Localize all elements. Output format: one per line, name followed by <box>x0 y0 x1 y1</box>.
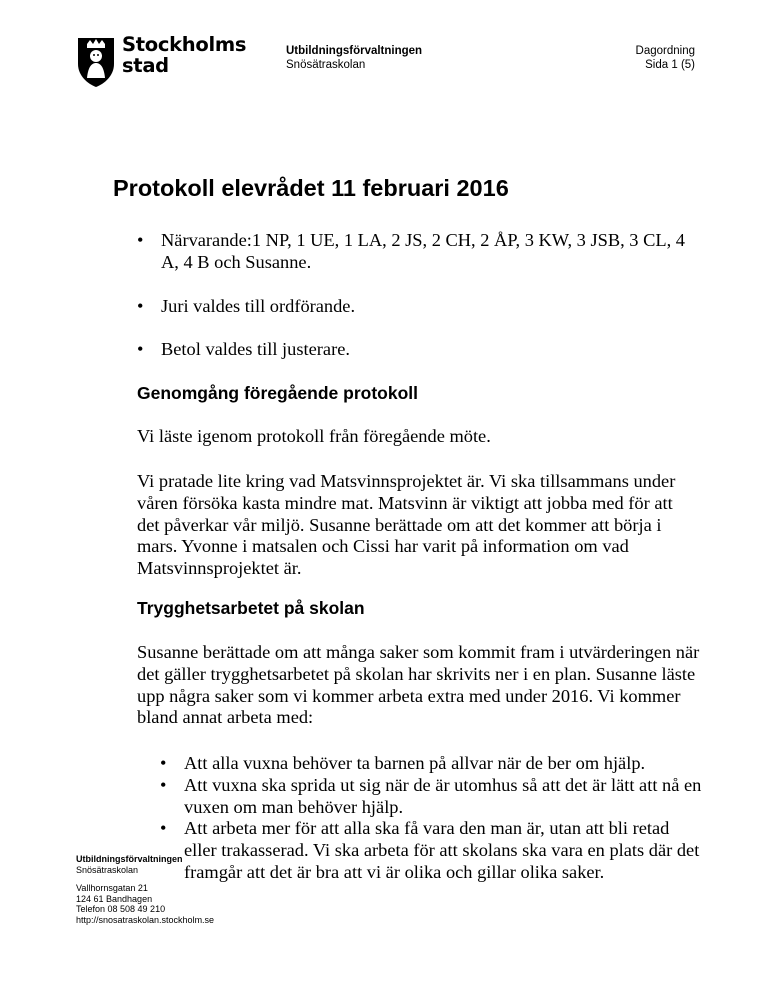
footer-org: Utbildningsförvaltningen <box>76 854 183 864</box>
header-page-number: Sida 1 (5) <box>645 59 695 71</box>
logo-wordmark <box>122 34 246 76</box>
stockholms-stad-logo <box>76 33 247 90</box>
header-organization <box>286 44 422 72</box>
intro-item-attendees: • Närvarande:1 NP, 1 UE, 1 LA, 2 JS, 2 CH, 2 ÅP, 3 KW, 3 JSB, 3 CL, 4 A, 4 B och Susanne. <box>137 230 697 274</box>
paragraph-read-minutes: Vi läste igenom protokoll från föregående möte. <box>137 426 491 446</box>
safety-item: • Att arbeta mer för att alla ska få vara den man är, utan att bli retad eller trakasserad. Vi ska arbeta för att skolans ska vara en plats där det framgår att det är bra att vi är olika och gillar olika saker. <box>160 818 705 883</box>
page-footer <box>76 854 214 925</box>
safety-item: • Att alla vuxna behöver ta barnen på allvar när de ber om hjälp. <box>160 753 705 775</box>
header-doc-info <box>636 44 695 72</box>
city-crest-icon <box>76 34 116 88</box>
intro-list <box>137 230 697 361</box>
header-school: Snösätraskolan <box>286 59 366 71</box>
footer-city: 124 61 Bandhagen <box>76 893 153 904</box>
document-title: Protokoll elevrådet 11 februari 2016 <box>113 175 509 201</box>
section-heading-previous-minutes: Genomgång föregående protokoll <box>137 383 418 403</box>
paragraph-safety-plan: Susanne berättade om att många saker som kommit fram i utvärderingen när det gäller trygghetsarbetet på skolan har skrivits ner i en plan. Susanne läste upp några saker som vi kommer arbeta extra med under 2016. Vi kommer bland annat arbeta med: <box>137 642 700 728</box>
logo-line-1: Stockholms <box>122 33 247 56</box>
safety-item: • Att vuxna ska sprida ut sig när de är utomhus så att det är lätt att nå en vuxen om man behöver hjälp. <box>160 775 705 819</box>
footer-street: Vallhornsgatan 21 <box>76 883 148 893</box>
footer-url: http://snosatraskolan.stockholm.se <box>76 914 215 925</box>
section-heading-safety: Trygghetsarbetet på skolan <box>137 598 365 618</box>
paragraph-matsvinn: Vi pratade lite kring vad Matsvinnsprojektet är. Vi ska tillsammans under våren försöka kasta mindre mat. Matsvinn är viktigt att jobba med för att det påverkar vår miljö. Susanne berättade om att det kommer att börja i mars. Yvonne i matsalen och Cissi har varit på information om vad Matsvinnsprojektet är. <box>137 471 676 579</box>
logo-line-2: stad <box>122 54 169 77</box>
intro-item-chair: • Juri valdes till ordförande. <box>137 296 697 318</box>
safety-list <box>160 753 705 884</box>
header-doc-type: Dagordning <box>635 45 695 57</box>
footer-phone: Telefon 08 508 49 210 <box>76 904 166 914</box>
footer-school: Snösätraskolan <box>76 864 139 875</box>
header-org-name: Utbildningsförvaltningen <box>286 45 423 57</box>
intro-section <box>137 230 697 383</box>
intro-item-adjuster: • Betol valdes till justerare. <box>137 339 697 361</box>
